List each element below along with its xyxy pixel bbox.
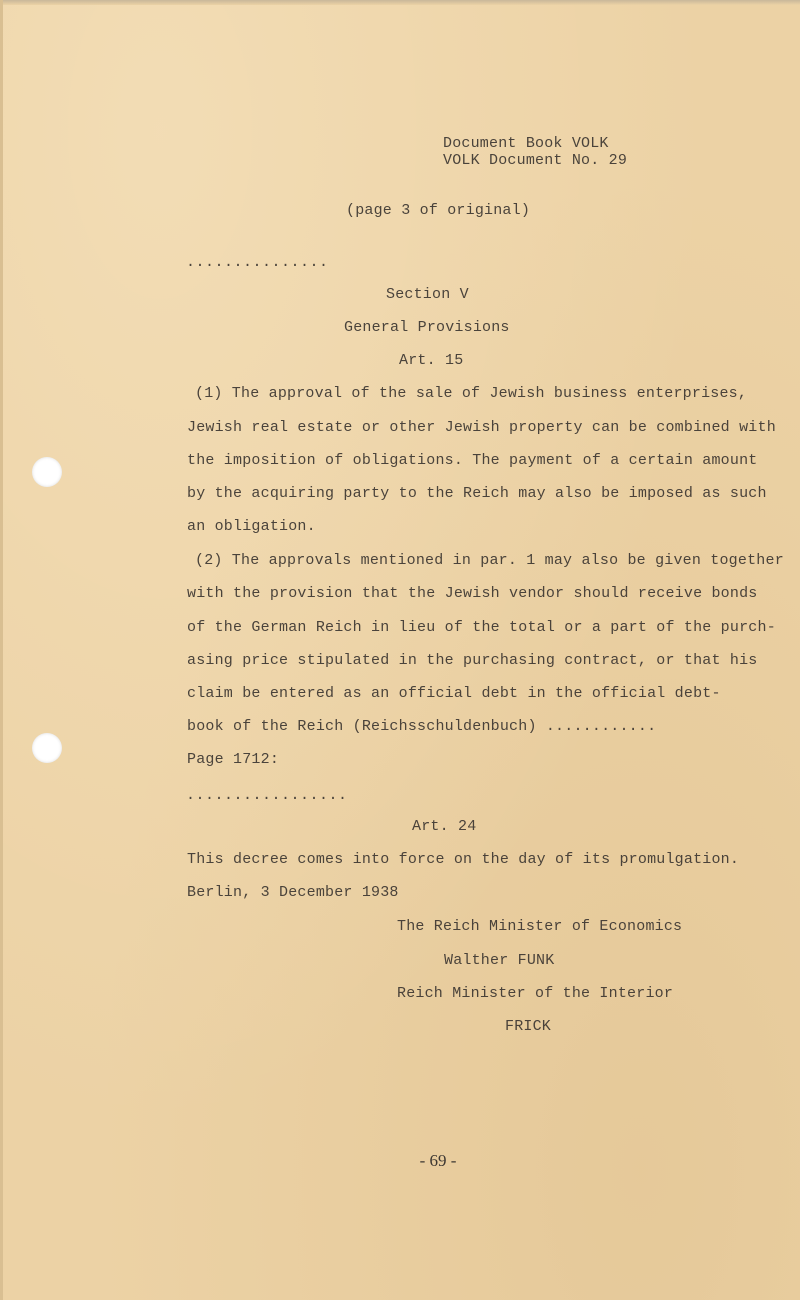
document-book-label: Document Book VOLK [443, 135, 609, 152]
page-reference-2: Page 1712: [187, 751, 280, 768]
punch-hole [32, 457, 62, 487]
signatory-name: Walther FUNK [444, 952, 555, 969]
article-heading: Art. 15 [399, 352, 464, 369]
date-line: Berlin, 3 December 1938 [187, 884, 399, 901]
page-left-edge [0, 0, 3, 1300]
paragraph-line: (2) The approvals mentioned in par. 1 may also be given together [195, 552, 784, 569]
paragraph-line: Jewish real estate or other Jewish property can be combined with [187, 419, 776, 436]
signatory-name: FRICK [505, 1018, 552, 1035]
section-subtitle: General Provisions [344, 319, 510, 336]
paragraph-line: of the German Reich in lieu of the total or a part of the purch- [187, 619, 776, 636]
paragraph-line: asing price stipulated in the purchasing contract, or that his [187, 652, 758, 669]
signatory-title: The Reich Minister of Economics [397, 918, 683, 935]
signatory-title: Reich Minister of the Interior [397, 985, 674, 1002]
section-title: Section V [386, 286, 469, 303]
paragraph-line: claim be entered as an official debt in the official debt- [187, 685, 721, 702]
paragraph-line: by the acquiring party to the Reich may also be imposed as such [187, 485, 767, 502]
ellipsis-divider: ................. [186, 787, 348, 804]
paragraph-line: (1) The approval of the sale of Jewish business enterprises, [195, 385, 748, 402]
page-top-edge [0, 0, 800, 5]
article-heading: Art. 24 [412, 818, 477, 835]
punch-hole [32, 733, 62, 763]
paragraph-line: an obligation. [187, 518, 316, 535]
page-reference: (page 3 of original) [346, 202, 531, 219]
ellipsis-divider: ............... [186, 254, 329, 271]
paragraph-line: book of the Reich (Reichsschuldenbuch) ............ [187, 718, 657, 735]
page-number: - 69 - [419, 1151, 457, 1170]
document-number-label: VOLK Document No. 29 [443, 152, 628, 169]
closing-line: This decree comes into force on the day of its promulgation. [187, 851, 740, 868]
paragraph-line: with the provision that the Jewish vendor should receive bonds [187, 585, 758, 602]
paragraph-line: the imposition of obligations. The payment of a certain amount [187, 452, 758, 469]
